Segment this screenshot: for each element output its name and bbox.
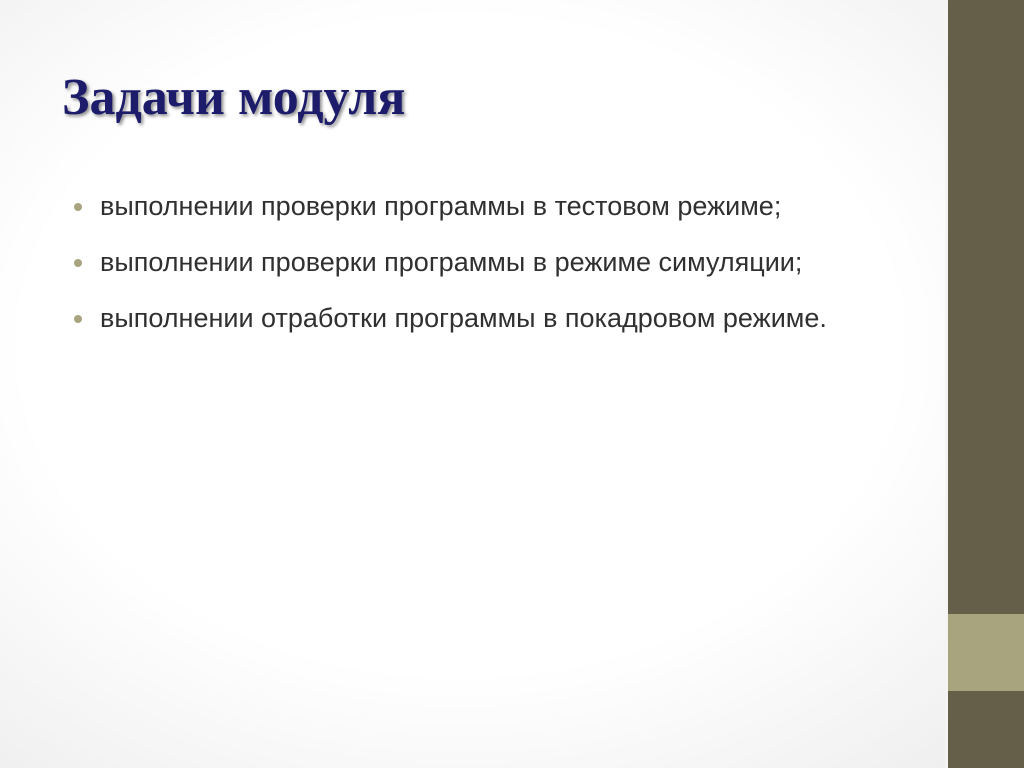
bullet-text: выполнении проверки программы в тестовом режиме; bbox=[100, 191, 782, 221]
bullet-text: выполнении проверки программы в режиме симуляции; bbox=[100, 247, 803, 277]
bullet-item bbox=[72, 242, 862, 282]
slide-title: Задачи модуля bbox=[62, 69, 406, 126]
bullet-dot-icon bbox=[74, 259, 82, 267]
bullet-text: выполнении отработки программы в покадровом режиме. bbox=[100, 303, 827, 333]
bullet-list bbox=[72, 186, 862, 354]
bullet-item bbox=[72, 298, 862, 338]
bullet-item bbox=[72, 186, 862, 226]
bullet-dot-icon bbox=[74, 315, 82, 323]
bullet-dot-icon bbox=[74, 203, 82, 211]
sidebar-accent-block bbox=[948, 614, 1024, 691]
